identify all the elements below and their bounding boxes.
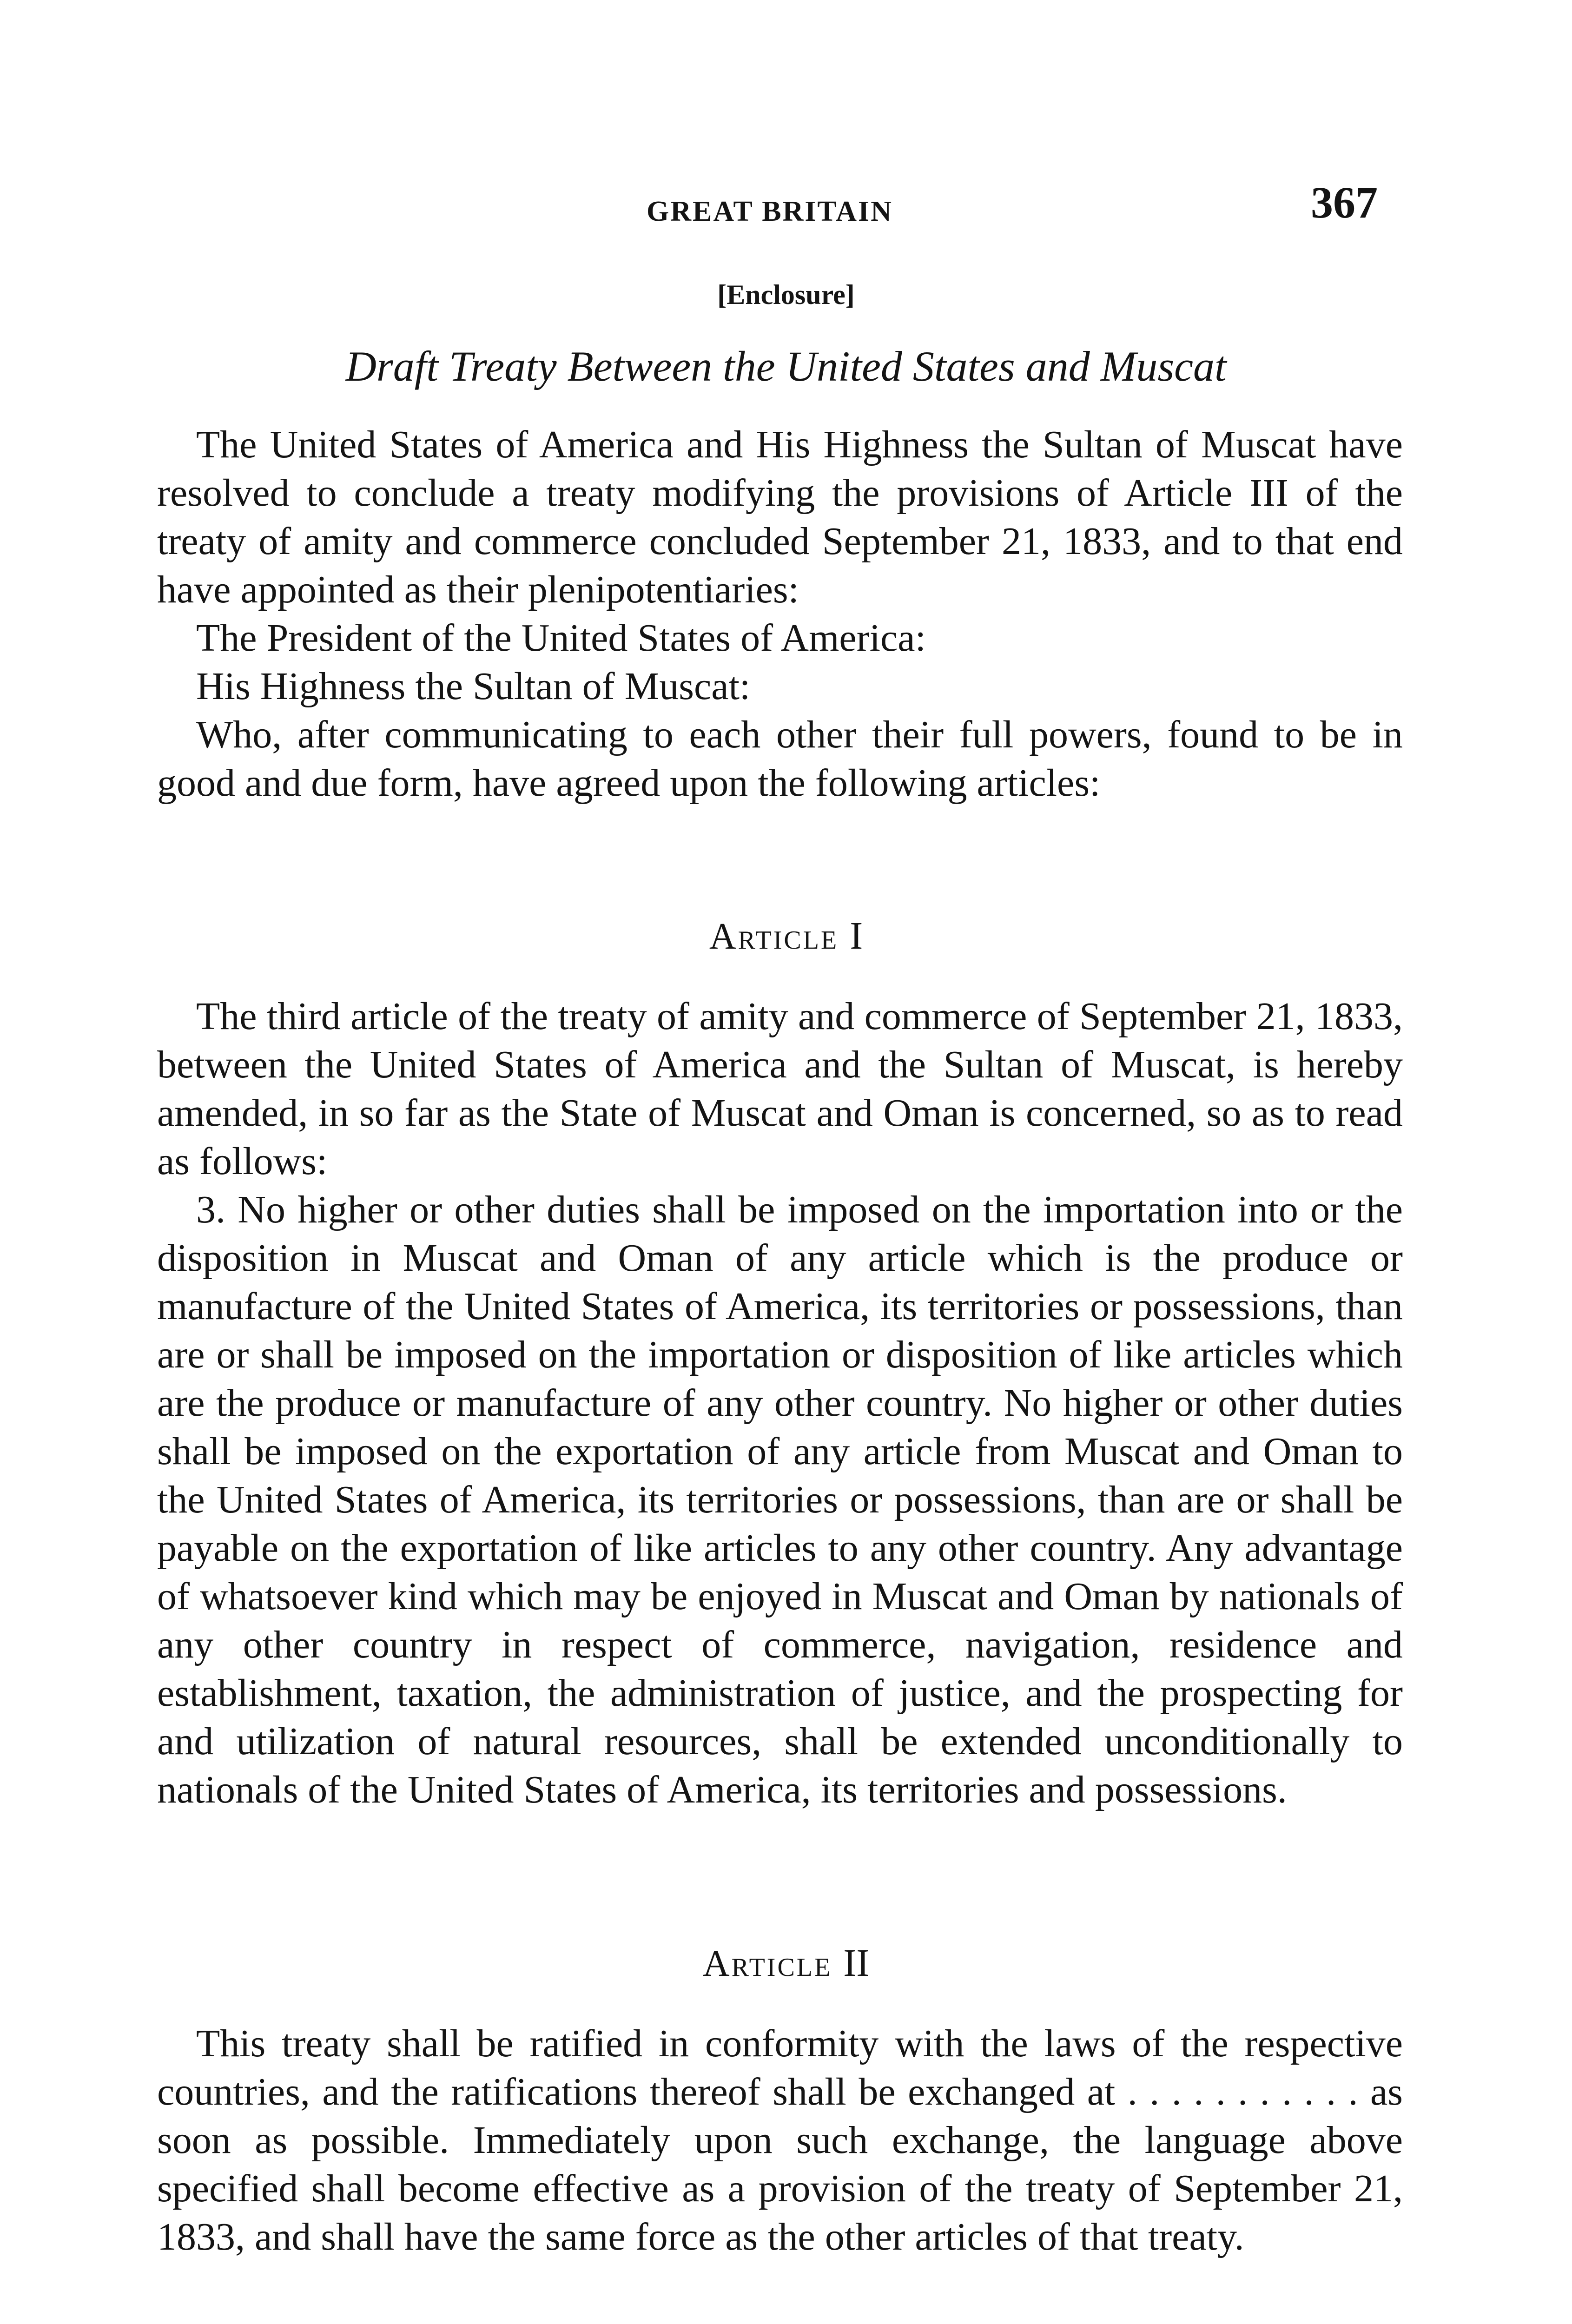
article-2-text: This treaty shall be ratified in conformity with the laws of the respective countries, and the ratifications thereof shall be exchanged at . . . . . . . . . . . as soon as possible. Immediately upon such exchange, the language above specified shall become effective as a provision of the treaty of September 21, 1833, and shall have the same force as the other articles of that treaty. bbox=[157, 2022, 1403, 2258]
document-title: Draft Treaty Between the United States and Muscat bbox=[345, 343, 1227, 390]
article-2-heading-number: II bbox=[843, 1941, 870, 1985]
article-1-intro: The third article of the treaty of amity and commerce of September 21, 1833, between the United States of America and the Sultan of Muscat, is hereby amended, in so far as the State of Muscat and Oman is concerned, so as to read as follows: bbox=[157, 995, 1403, 1183]
article-1-heading-word: Article bbox=[709, 916, 839, 957]
article-2-body bbox=[157, 2020, 1403, 2261]
article-1-heading-number: I bbox=[850, 914, 863, 957]
article-2-heading-word: Article bbox=[702, 1943, 832, 1984]
preamble bbox=[157, 421, 1403, 807]
article-1-text: 3. No higher or other duties shall be imposed on the importation into or the disposition in Muscat and Oman of any article which is the produce or manufacture of the United States of America, its territories or possessions, than are or shall be imposed on the importation or disposition of like articles which are the produce or manufacture of any other country. No higher or other duties shall be imposed on the exportation of any article from Muscat and Oman to the United States of America, its territories or possessions, than are or shall be payable on the exportation of like articles to any other country. Any advantage of whatsoever kind which may be enjoyed in Muscat and Oman by nationals of any other country in respect of commerce, navigation, residence and establishment, taxation, the administration of justice, and the prospecting for and utilization of natural resources, shall be extended unconditionally to nationals of the United States of America, its territories and possessions. bbox=[157, 1188, 1403, 1811]
article-1-body bbox=[157, 992, 1403, 1814]
running-title: GREAT BRITAIN bbox=[647, 196, 893, 227]
article-2-heading bbox=[0, 1941, 1572, 1986]
preamble-intro: The United States of America and His Highness the Sultan of Muscat have resolved to conclude a treaty modifying the provisions of Article III of the treaty of amity and commerce concluded September 21, 1833, and to that end have appointed as their plenipotentiaries: bbox=[157, 423, 1403, 611]
plenipotentiary-muscat: His Highness the Sultan of Muscat: bbox=[196, 665, 751, 708]
plenipotentiary-us: The President of the United States of America: bbox=[196, 616, 926, 660]
page-number: 367 bbox=[1311, 178, 1378, 227]
enclosure-label: [Enclosure] bbox=[717, 279, 855, 310]
article-1-heading bbox=[0, 913, 1572, 958]
running-head bbox=[0, 177, 1572, 242]
preamble-closing: Who, after communicating to each other their full powers, found to be in good and due form, have agreed upon the following articles: bbox=[157, 713, 1403, 805]
